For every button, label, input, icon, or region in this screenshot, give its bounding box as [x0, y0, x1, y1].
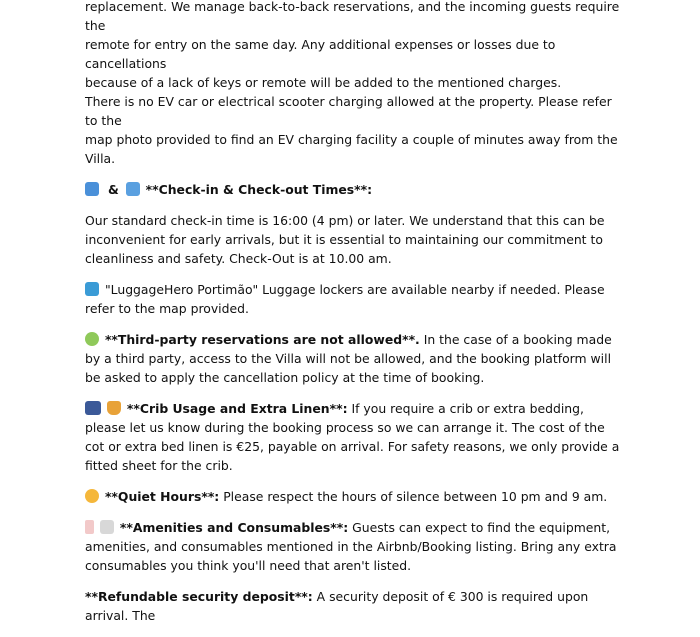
document-page — [85, 0, 625, 637]
luggage-paragraph — [85, 280, 625, 318]
luggage-body: "LuggageHero Portimão" Luggage lockers are available nearby if needed. Please refer to the map provided. — [85, 282, 605, 316]
third-party-heading: **Third-party reservations are not allowed**. — [104, 332, 420, 347]
quiet-paragraph — [85, 487, 625, 506]
checkin-heading: **Check-in & Check-out Times**: — [145, 182, 373, 197]
amenities-paragraph — [85, 518, 625, 575]
amenities-body: Guests can expect to find the equipment, amenities, and consumables mentioned in the Airbnb/Booking listing. Bring any extra consumables you think you'll need that aren't listed. — [85, 520, 617, 573]
luggage-locker-icon — [85, 282, 99, 296]
checkin-body: Our standard check-in time is 16:00 (4 pm) or later. We understand that this can be inconvenient for early arrivals, but it is essential to maintaining our commitment to cleanliness and safety. Check-Out is at 10.00 am. — [85, 213, 605, 266]
airplane-arrival-icon — [126, 182, 140, 196]
intro-line: map photo provided to find an EV charging facility a couple of minutes away from the Villa. — [85, 132, 618, 166]
deposit-body: A security deposit of € 300 is required upon arrival. The — [85, 589, 589, 623]
quiet-body: Please respect the hours of silence between 10 pm and 9 am. — [219, 489, 608, 504]
deposit-heading: **Refundable security deposit**: — [85, 589, 313, 604]
third-party-body: In the case of a booking made by a third party, access to the Villa will not be allowed, and the booking platform will be asked to apply the cancellation policy at the time of booking. — [85, 332, 612, 385]
roll-of-paper-icon — [100, 520, 114, 534]
basket-icon — [107, 401, 121, 415]
checkin-paragraph — [85, 211, 625, 268]
intro-paragraph — [85, 0, 625, 168]
third-party-paragraph — [85, 330, 625, 387]
airplane-departure-icon — [85, 182, 99, 196]
crib-paragraph — [85, 399, 625, 475]
intro-line: There is no EV car or electrical scooter charging allowed at the property. Please refer to the — [85, 94, 612, 128]
checkin-heading-paragraph — [85, 180, 625, 199]
crib-body: If you require a crib or extra bedding, please let us know during the booking process so we can arrange it. The cost of the cot or extra bed linen is €25, payable on arrival. For safety reasons, we only provide a fitted sheet for the crib. — [85, 401, 620, 473]
intro-line: remote for entry on the same day. Any additional expenses or losses due to cancellations — [85, 37, 556, 71]
crib-heading: **Crib Usage and Extra Linen**: — [126, 401, 348, 416]
quiet-heading: **Quiet Hours**: — [104, 489, 220, 504]
bed-icon — [85, 401, 101, 415]
intro-line: because of a lack of keys or remote will be added to the mentioned charges. — [85, 75, 562, 90]
ampersand: & — [107, 182, 119, 197]
alien-icon — [85, 332, 99, 346]
lotion-bottle-icon — [85, 520, 94, 534]
amenities-heading: **Amenities and Consumables**: — [119, 520, 349, 535]
deposit-paragraph — [85, 587, 625, 625]
shushing-face-icon — [85, 489, 99, 503]
intro-line: replacement. We manage back-to-back reservations, and the incoming guests require the — [85, 0, 620, 33]
